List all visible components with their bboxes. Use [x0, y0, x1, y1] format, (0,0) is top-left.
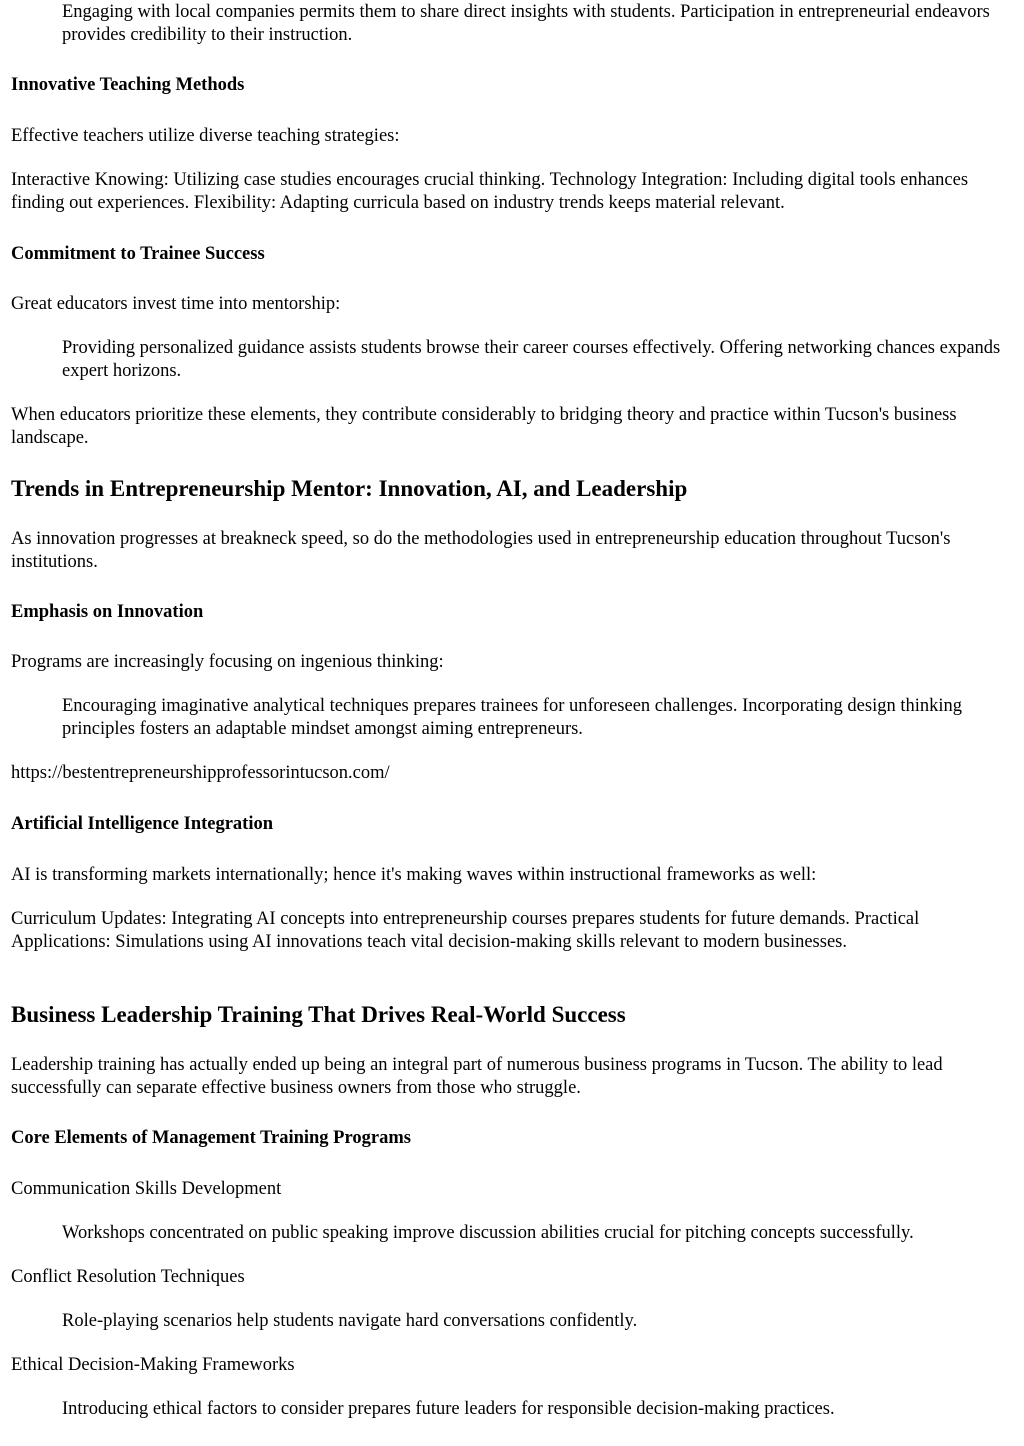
heading-ai: Artificial Intelligence Integration: [11, 814, 274, 834]
heading-commitment: Commitment to Trainee Success: [11, 244, 265, 264]
commitment-closing: When educators prioritize these elements, they contribute considerably to bridging theory and practice within Tucson's business landscape.: [11, 405, 957, 448]
core-item-detail: Role-playing scenarios help students navigate hard conversations confidently.: [62, 1311, 638, 1331]
core-item-title: Conflict Resolution Techniques: [11, 1267, 245, 1287]
ai-body: Curriculum Updates: Integrating AI concepts into entrepreneurship courses prepares students for future demands. Practical Applications: Simulations using AI innovations teach vital decision-making skills relevant to modern businesses.: [11, 909, 920, 952]
heading-innovative-teaching: Innovative Teaching Methods: [11, 75, 245, 95]
heading-core-elements: Core Elements of Management Training Programs: [11, 1128, 411, 1148]
leadership-intro: Leadership training has actually ended up being an integral part of numerous business programs in Tucson. The ability to lead successfully can separate effective business owners from those who struggle.: [11, 1055, 943, 1098]
emphasis-lead: Programs are increasingly focusing on ingenious thinking:: [11, 652, 444, 672]
core-item-title: Ethical Decision-Making Frameworks: [11, 1355, 295, 1375]
commitment-lead: Great educators invest time into mentorship:: [11, 294, 341, 314]
innovative-body: Interactive Knowing: Utilizing case studies encourages crucial thinking. Technology Integration: Including digital tools enhances finding out experiences. Flexibility: Adapting curricula based on industry trends keeps material relevant.: [11, 170, 969, 213]
ai-lead: AI is transforming markets internationally; hence it's making waves within instructional frameworks as well:: [11, 865, 817, 885]
emphasis-quote: Encouraging imaginative analytical techniques prepares trainees for unforeseen challenges. Incorporating design thinking principles fosters an adaptable mindset amongst aiming entrepreneurs.: [62, 696, 963, 739]
heading-trends: Trends in Entrepreneurship Mentor: Innovation, AI, and Leadership: [11, 476, 688, 501]
core-item-detail: Workshops concentrated on public speaking improve discussion abilities crucial for pitching concepts successfully.: [62, 1223, 914, 1243]
heading-emphasis: Emphasis on Innovation: [11, 602, 204, 622]
core-item-title: Communication Skills Development: [11, 1179, 282, 1199]
heading-leadership: Business Leadership Training That Drives Real-World Success: [11, 1002, 626, 1027]
intro-quote: Engaging with local companies permits them to share direct insights with students. Participation in entrepreneurial endeavors provides credibility to their instruction.: [62, 2, 990, 45]
source-url: https://bestentrepreneurshipprofessorintucson.com/: [11, 763, 390, 783]
trends-intro: As innovation progresses at breakneck speed, so do the methodologies used in entrepreneurship education throughout Tucson's institutions.: [11, 529, 951, 572]
commitment-quote: Providing personalized guidance assists students browse their career courses effectively. Offering networking chances expands expert horizons.: [62, 338, 1001, 381]
core-item-detail: Introducing ethical factors to consider prepares future leaders for responsible decision-making practices.: [62, 1399, 835, 1419]
innovative-lead: Effective teachers utilize diverse teaching strategies:: [11, 126, 400, 146]
